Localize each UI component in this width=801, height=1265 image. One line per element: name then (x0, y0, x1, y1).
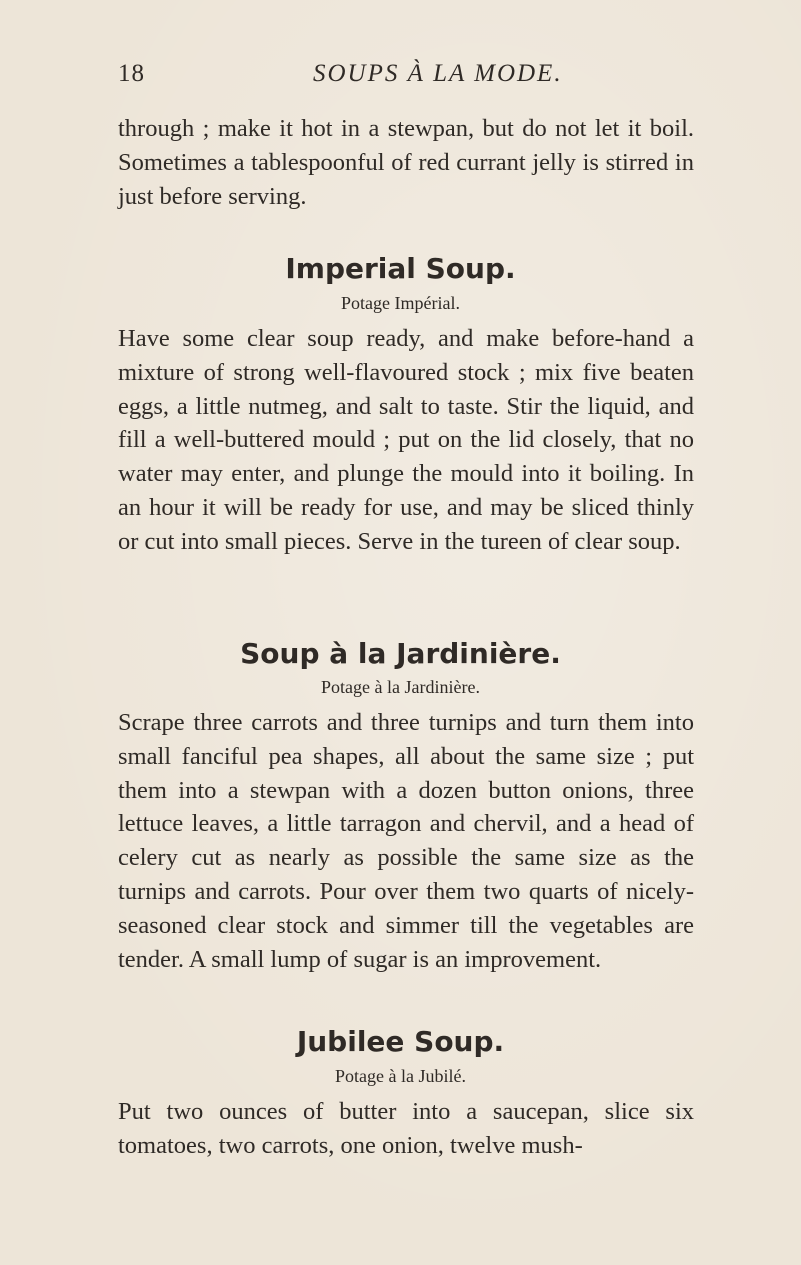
running-title: SOUPS À LA MODE. (313, 60, 563, 87)
section-body-jubilee-soup: Put two ounces of butter into a saucepan, slice six tomatoes, two carrots, one onion, twelve mush- (118, 1098, 694, 1159)
section-subtitle-imperial-soup: Potage Impérial. (341, 293, 460, 313)
section-title-soup-jardiniere: Soup à la Jardinière. (240, 637, 561, 670)
section-body-imperial-soup: Have some clear soup ready, and make before-hand a mixture of strong well-flavoured stock ; mix five beaten eggs, a little nutmeg, and salt to taste. Stir the liquid, and fill a well-buttered mould ; put on the lid closely, that no water may enter, and plunge the mould into it boiling. In an hour it will be ready for use, and may be sliced thinly or cut into small pieces. Serve in the tureen of clear soup. (118, 325, 694, 555)
page-number: 18 (118, 60, 145, 87)
intro-paragraph: through ; make it hot in a stewpan, but do not let it boil. Sometimes a tablespoonful of red currant jelly is stirred in just before serving. (118, 115, 694, 210)
section-title-imperial-soup: Imperial Soup. (285, 252, 516, 285)
section-subtitle-jubilee-soup: Potage à la Jubilé. (335, 1066, 466, 1086)
section-subtitle-soup-jardiniere: Potage à la Jardinière. (321, 677, 480, 697)
section-title-jubilee-soup: Jubilee Soup. (296, 1025, 505, 1058)
section-body-soup-jardiniere: Scrape three carrots and three turnips and turn them into small fanciful pea shapes, all about the same size ; put them into a stewpan with a dozen button onions, three lettuce leaves, a little tarragon and chervil, and a head of celery cut as nearly as possible the same size as the turnips and carrots. Pour over them two quarts of nicely-seasoned clear stock and simmer till the vegetables are tender. A small lump of sugar is an improvement. (118, 709, 694, 973)
running-head (118, 60, 678, 94)
